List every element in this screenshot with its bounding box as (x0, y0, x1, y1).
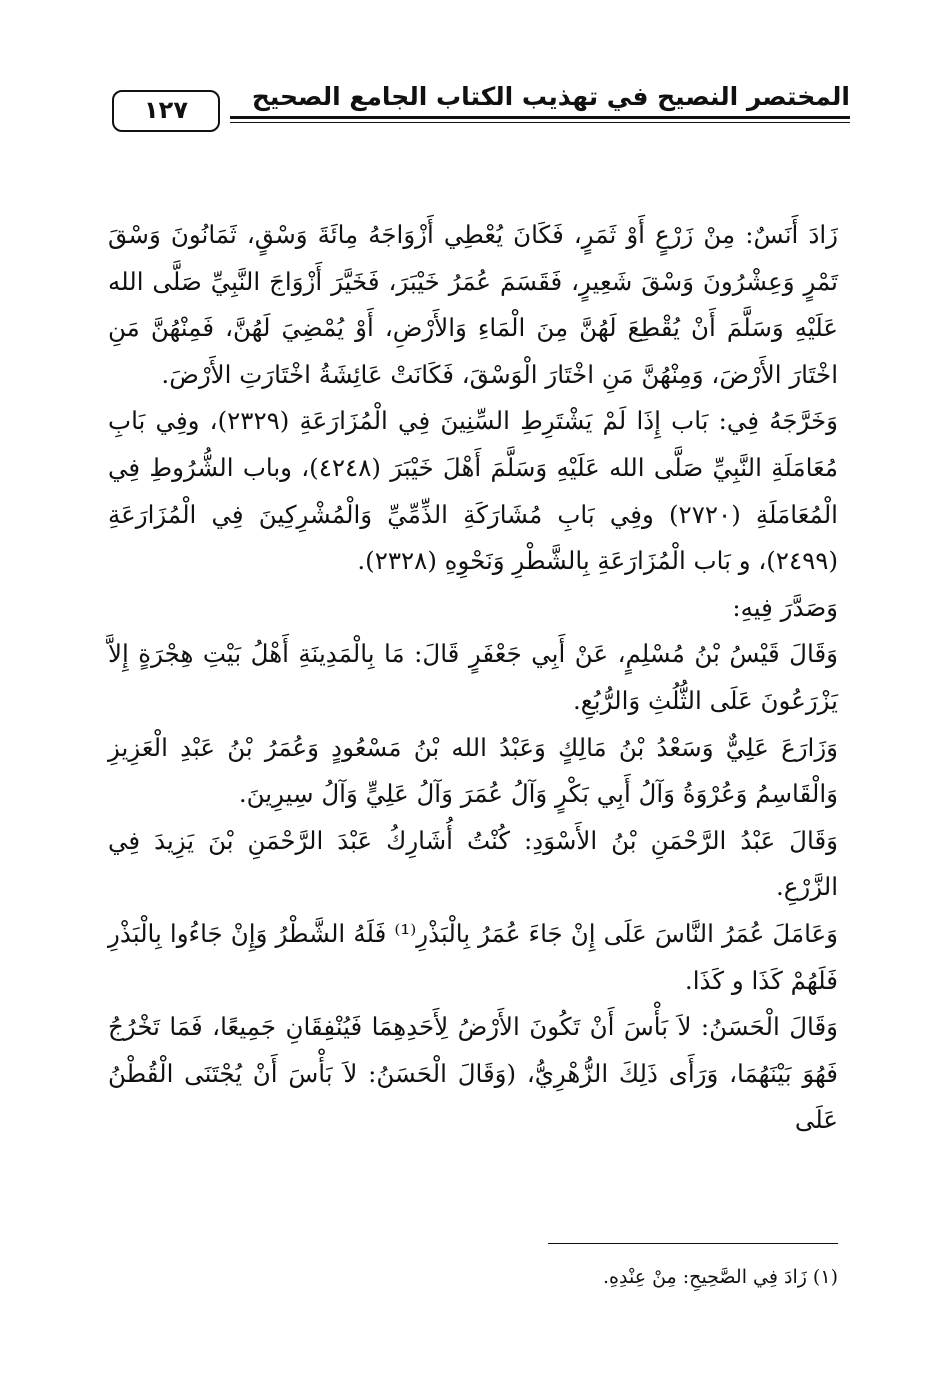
header-rule (230, 116, 850, 119)
paragraph-takhrij: وَخَرَّجَهُ فِي: بَاب إِذَا لَمْ يَشْتَرِطِ السِّنِينَ فِي الْمُزَارَعَةِ (٢٣٢٩)، وفِي بَابِ مُعَامَلَةِ النَّبِيِّ صَلَّى الله عَلَيْهِ وَسَلَّمَ أَهْلَ خَيْبَرَ (٤٢٤٨)، وباب الشُّرُوطِ فِي الْمُعَامَلَةِ (٢٧٢٠) وفِي بَابِ مُشَارَكَةِ الذِّمِّيِّ وَالْمُشْرِكِينَ فِي الْمُزَارَعَةِ (٢٤٩٩)، و بَاب الْمُزَارَعَةِ بِالشَّطْرِ وَنَحْوِهِ (٢٣٢٨). (108, 406, 838, 576)
paragraph-umar: وَعَامَلَ عُمَرُ النَّاسَ عَلَى إِنْ جَاءَ عُمَرُ بِالْبَذْرِ⁽¹⁾ فَلَهُ الشَّطْرُ وَإِنْ جَاءُوا بِالْبَذْرِ فَلَهُمْ كَذَا و كَذَا. (108, 918, 838, 995)
main-text (108, 212, 838, 1144)
page-header (112, 78, 850, 142)
footnote: (١) زَادَ فِي الصَّحِيحِ: مِنْ عِنْدِهِ. (603, 1266, 838, 1288)
paragraph-hasan: وَقَالَ الْحَسَنُ: لاَ بَأْسَ أَنْ تَكُونَ الأَرْضُ لِأَحَدِهِمَا فَيُنْفِقَانِ جَمِيعًا، فَمَا تَخْرُجُ فَهُوَ بَيْنَهُمَا، وَرَأَى ذَلِكَ الزُّهْرِيُّ، (وَقَالَ الْحَسَنُ: لاَ بَأْسَ أَنْ يُجْتَنَى الْقُطْنُ عَلَى (108, 1012, 838, 1135)
paragraph-abdurrahman: وَقَالَ عَبْدُ الرَّحْمَنِ بْنُ الأَسْوَدِ: كُنْتُ أُشَارِكُ عَبْدَ الرَّحْمَنِ بْنَ يَزِيدَ فِي الزَّرْعِ. (108, 825, 838, 902)
paragraph-sadara: وَصَدَّرَ فِيهِ: (732, 592, 838, 622)
paragraph-zaraa: وَزَارَعَ عَلِيٌّ وَسَعْدُ بْنُ مَالِكٍ وَعَبْدُ الله بْنُ مَسْعُودٍ وَعُمَرُ بْنُ عَبْدِ الْعَزِيزِ وَالْقَاسِمُ وَعُرْوَةُ وَآلُ أَبِي بَكْرٍ وَآلُ عُمَرَ وَآلُ عَلِيٍّ وَآلُ سِيرِينَ. (108, 732, 838, 809)
running-title: المختصر النصيح في تهذيب الكتاب الجامع الصحيح (251, 82, 850, 111)
paragraph-qays: وَقَالَ قَيْسُ بْنُ مُسْلِمٍ، عَنْ أَبِي جَعْفَرٍ قَالَ: مَا بِالْمَدِينَةِ أَهْلُ بَيْتِ هِجْرَةٍ إِلاَّ يَزْرَعُونَ عَلَى الثُّلُثِ وَالرُّبُعِ. (108, 639, 838, 715)
paragraph-anas: زَادَ أَنَسٌ: مِنْ زَرْعٍ أَوْ ثَمَرٍ، فَكَانَ يُعْطِي أَزْوَاجَهُ مِائَةَ وَسْقٍ، ثَمَانُونَ وَسْقَ تَمْرٍ وَعِشْرُونَ وَسْقَ شَعِيرٍ، فَقَسَمَ عُمَرُ خَيْبَرَ، فَخَيَّرَ أَزْوَاجَ النَّبِيِّ صَلَّى الله عَلَيْهِ وَسَلَّمَ أَنْ يُقْطِعَ لَهُنَّ مِنَ الْمَاءِ وَالأَرْضِ، أَوْ يُمْضِيَ لَهُنَّ، فَمِنْهُنَّ مَنِ اخْتَارَ الأَرْضَ، وَمِنْهُنَّ مَنِ اخْتَارَ الْوَسْقَ، فَكَانَتْ عَائِشَةُ اخْتَارَتِ الأَرْضَ. (108, 220, 838, 389)
footnote-rule (548, 1243, 838, 1244)
header-rule-thin (230, 122, 850, 123)
page-number: ١٢٧ (112, 90, 220, 132)
